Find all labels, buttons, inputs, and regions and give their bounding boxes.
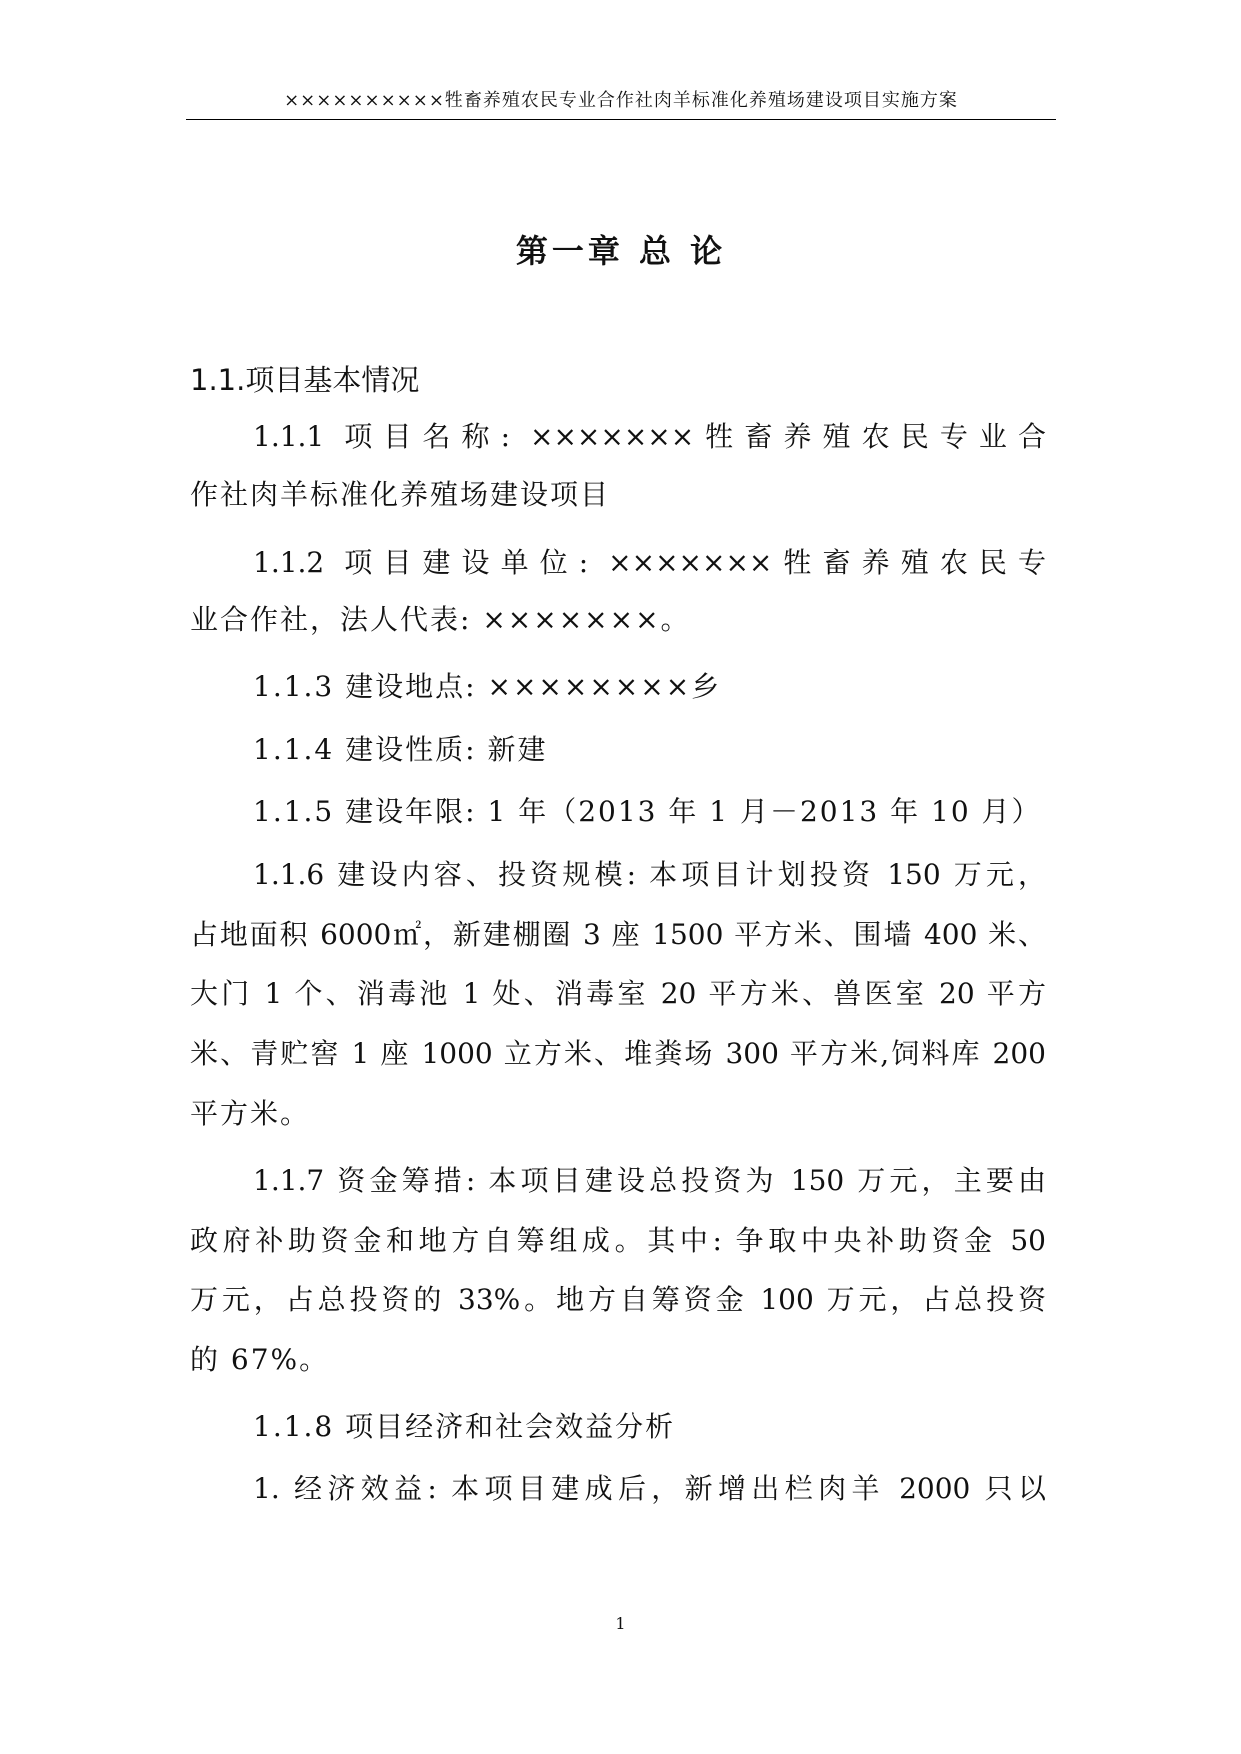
page-number: 1 bbox=[615, 1614, 626, 1633]
paragraph-line: 米、青贮窖 1 座 1000 立方米、堆粪场 300 平方米,饲料库 200 bbox=[190, 1037, 1046, 1070]
paragraph-line: 平方米。 bbox=[190, 1097, 311, 1130]
section-heading: 1.1.项目基本情况 bbox=[190, 363, 420, 397]
paragraph-line: 1.1.4 建设性质: 新建 bbox=[253, 733, 548, 766]
paragraph-line: 1. 经济效益: 本项目建成后，新增出栏肉羊 2000 只以 bbox=[253, 1472, 1046, 1505]
paragraph-line: 政府补助资金和地方自筹组成。其中: 争取中央补助资金 50 bbox=[190, 1224, 1046, 1257]
header-divider bbox=[186, 119, 1056, 120]
paragraph-line: 1.1.3 建设地点: ××××××××乡 bbox=[253, 670, 722, 703]
paragraph-line: 1.1.8 项目经济和社会效益分析 bbox=[253, 1410, 676, 1443]
paragraph-line: 1.1.7 资金筹措: 本项目建设总投资为 150 万元，主要由 bbox=[253, 1164, 1046, 1197]
paragraph-line: 业合作社，法人代表: ×××××××。 bbox=[190, 603, 691, 636]
paragraph-line: 大门 1 个、消毒池 1 处、消毒室 20 平方米、兽医室 20 平方 bbox=[190, 977, 1046, 1010]
paragraph-line: 万元，占总投资的 33%。地方自筹资金 100 万元，占总投资 bbox=[190, 1283, 1046, 1316]
running-header: ××××××××××牲畜养殖农民专业合作社肉羊标准化养殖场建设项目实施方案 bbox=[284, 90, 958, 111]
paragraph-line: 1.1.1 项目名称: ×××××××牲畜养殖农民专业合 bbox=[253, 420, 1046, 453]
paragraph-line: 作社肉羊标准化养殖场建设项目 bbox=[190, 478, 611, 511]
paragraph-line: 的 67%。 bbox=[190, 1343, 330, 1376]
paragraph-line: 1.1.6 建设内容、投资规模: 本项目计划投资 150 万元， bbox=[253, 858, 1046, 891]
chapter-title: 第一章 总 论 bbox=[515, 232, 727, 270]
paragraph-line: 占地面积 6000㎡，新建棚圈 3 座 1500 平方米、围墙 400 米、 bbox=[190, 918, 1046, 951]
paragraph-line: 1.1.5 建设年限: 1 年（2013 年 1 月－2013 年 10 月） bbox=[253, 795, 1042, 828]
paragraph-line: 1.1.2 项目建设单位: ×××××××牲畜养殖农民专 bbox=[253, 546, 1046, 579]
